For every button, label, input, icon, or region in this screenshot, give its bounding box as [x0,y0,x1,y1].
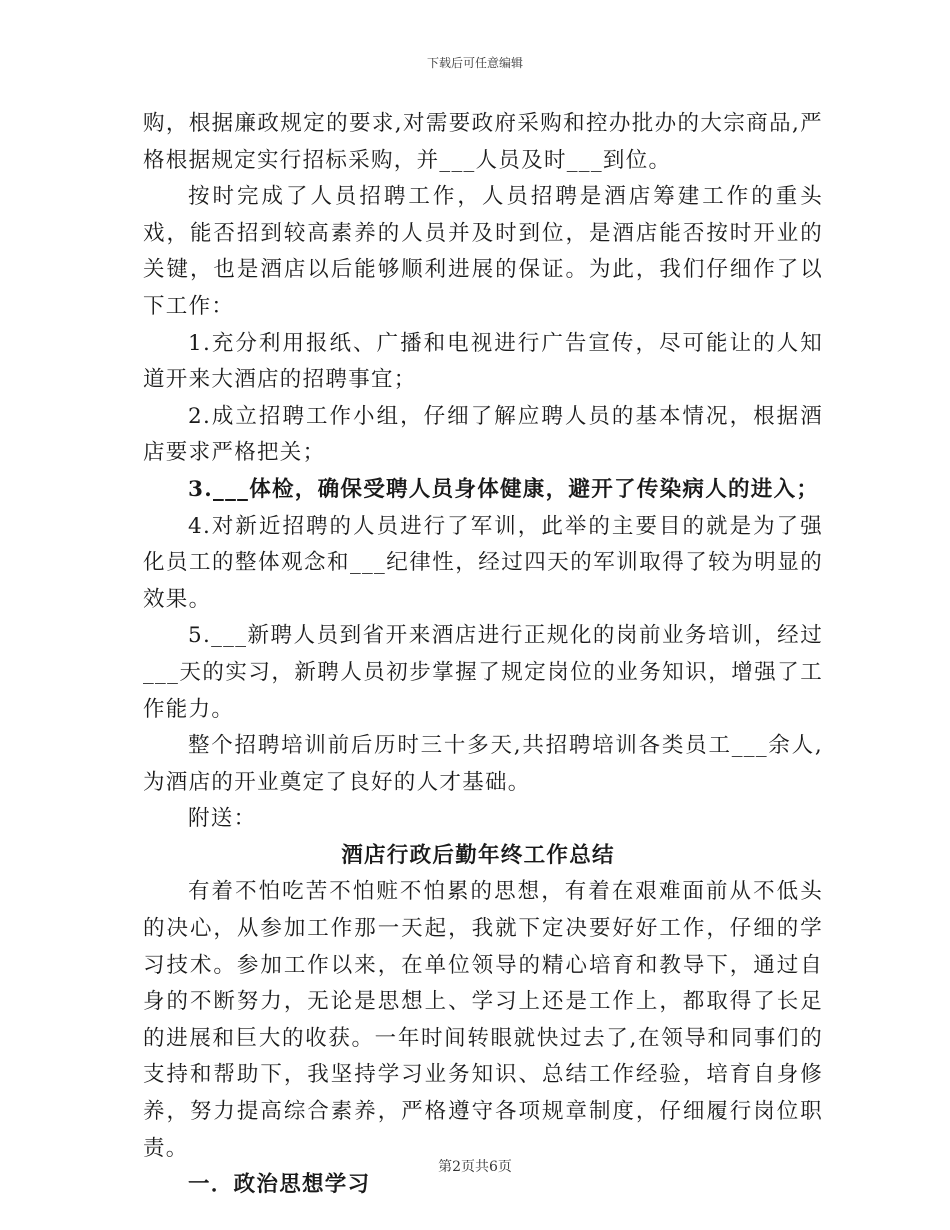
appendix-label: 附送： [188,806,257,832]
document-body [143,106,823,1204]
paragraph: 按时完成了人员招聘工作，人员招聘是酒店筹建工作的重头戏，能否招到较高素养的人员并及时到位，是酒店能否按时开业的关键，也是酒店以后能够顺利进展的保证。为此，我们仔细作了以下工作： [143,184,823,319]
list-item-1: 1.充分利用报纸、广播和电视进行广告宣传，尽可能让的人知道开来大酒店的招聘事宜； [143,330,823,393]
list-item-5: 5.___新聘人员到省开来酒店进行正规化的岗前业务培训，经过___天的实习，新聘人员初步掌握了规定岗位的业务知识，增强了工作能力。 [143,623,823,722]
section-heading: 一．政治思想学习 [188,1172,371,1198]
list-item-2: 2.成立招聘工作小组，仔细了解应聘人员的基本情况，根据酒店要求严格把关； [143,403,823,466]
section-title: 酒店行政后勤年终工作总结 [341,842,615,868]
page-footer: 第2页共6页 [438,1159,512,1175]
paragraph: 整个招聘培训前后历时三十多天,共招聘培训各类员工___余人,为酒店的开业奠定了良好的人才基础。 [143,733,823,795]
paragraph: 有着不怕吃苦不怕赃不怕累的思想，有着在艰难面前从不低头的决心，从参加工作那一天起，我就下定决要好好工作，仔细的学习技术。参加工作以来，在单位领导的精心培育和教导下，通过自身的不断努力，无论是思想上、学习上还是工作上，都取得了长足的进展和巨大的收获。一年时间转眼就快过去了,在领导和同事们的支持和帮助下，我坚持学习业务知识、总结工作经验，培育自身修养，努力提高综合素养，严格遵守各项规章制度，仔细履行岗位职责。 [143,879,823,1161]
paragraph: 购，根据廉政规定的要求,对需要政府采购和控办批办的大宗商品,严格根据规定实行招标采购，并___人员及时___到位。 [143,111,823,173]
list-item-3: 3.___体检，确保受聘人员身体健康，避开了传染病人的进入； [188,476,820,502]
page-header: 下载后可任意编辑 [426,56,523,70]
list-item-4: 4.对新近招聘的人员进行了军训，此举的主要目的就是为了强化员工的整体观念和___纪律性，经过四天的军训取得了较为明显的效果。 [143,513,823,612]
